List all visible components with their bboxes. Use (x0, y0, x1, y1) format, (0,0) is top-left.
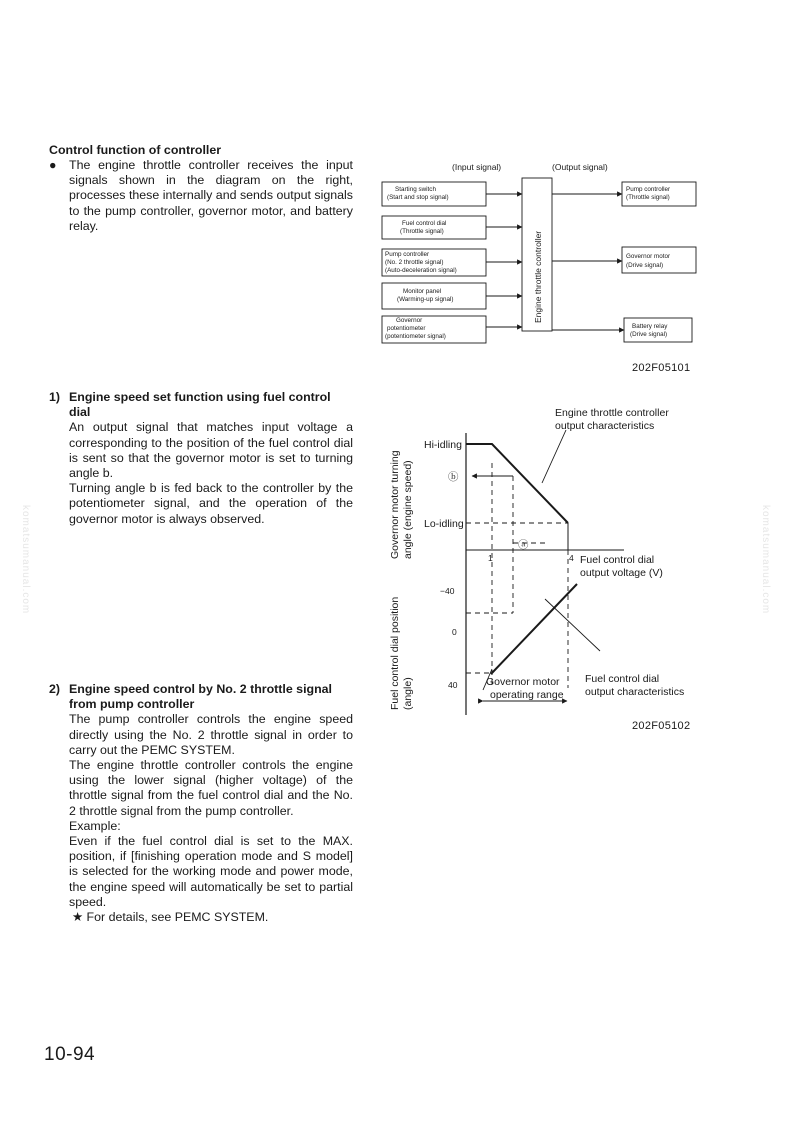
governor-range-label: Governor motor (486, 676, 560, 688)
x-axis-label: output voltage (V) (580, 567, 663, 579)
output-signal-header: (Output signal) (552, 162, 608, 172)
section-2-paragraph: Example: (69, 818, 121, 833)
mark-a: ⓐ (518, 539, 529, 551)
top-annotation: output characteristics (555, 420, 655, 432)
output-label: (Drive signal) (630, 331, 668, 338)
y-axis-label-top: angle (engine speed) (402, 460, 414, 559)
input-label: Fuel control dial (402, 220, 447, 227)
output-box-battery-relay (624, 318, 692, 342)
section-control-title: Control function of controller (49, 143, 222, 157)
section-1-number: 1) (49, 390, 61, 404)
input-label: Pump controller (385, 251, 430, 258)
x-tick-1: 1 (488, 553, 493, 563)
pointer-line-top (542, 430, 566, 483)
characteristics-diagram (380, 403, 725, 733)
figure-code-1: 202F05101 (632, 362, 691, 374)
controller-output-curve (466, 444, 568, 523)
watermark-right: komatsumanual.com (760, 505, 771, 615)
section-1 (49, 390, 353, 527)
page-number: 10-94 (44, 1044, 96, 1065)
section-1-heading (49, 390, 353, 420)
output-label: (Drive signal) (626, 262, 664, 269)
tick-40: 40 (448, 680, 458, 690)
lo-idling-label: Lo-idling (424, 518, 464, 530)
output-label: Battery relay (632, 323, 668, 330)
section-2-paragraph: The engine throttle controller controls the engine using the lower signal (higher voltage) of the throttle signal from the fuel control dial and the No. 2 throttle signal from the pump controller. (69, 758, 353, 818)
block-diagram (370, 155, 710, 383)
section-2-heading (49, 682, 353, 712)
input-label: Monitor panel (403, 288, 442, 295)
section-control-text: The engine throttle controller receives the input signals shown in the diagram on the right, processes these internally and sends output signals to the pump controller, governor motor, and battery relay. (69, 158, 353, 233)
top-annotation: Engine throttle controller (555, 407, 669, 419)
section-1-title: Engine speed set function using fuel control dial (69, 390, 331, 420)
tick-minus-40: −40 (440, 586, 455, 596)
section-2 (49, 682, 353, 925)
governor-range-label: operating range (490, 689, 564, 701)
output-box-governor-motor (622, 247, 696, 273)
section-2-note: ★ For details, see PEMC SYSTEM. (72, 910, 269, 925)
y-axis-label-bottom: (angle) (402, 677, 414, 710)
input-label: (No. 2 throttle signal) (385, 259, 444, 266)
bullet-icon: ● (49, 158, 57, 172)
section-2-paragraph: Even if the fuel control dial is set to the MAX. position, if [finishing operation mode and S model] is selected for the working mode and power mode, the engine speed will automatically be set to partial speed. (69, 834, 353, 909)
section-2-body (69, 712, 353, 925)
section-1-paragraph: Turning angle b is fed back to the controller by the potentiometer signal, and the operation of the governor motor is always observed. (69, 481, 353, 526)
output-label: (Throttle signal) (626, 194, 670, 201)
x-tick-4: 4 (569, 553, 574, 563)
pointer-line-bottom (545, 599, 600, 651)
section-2-paragraph: The pump controller controls the engine speed directly using the No. 2 throttle signal in order to carry out the PEMC SYSTEM. (69, 712, 353, 757)
input-label: (Throttle signal) (400, 228, 444, 235)
input-label: Governor (396, 317, 423, 324)
output-label: Governor motor (626, 253, 671, 260)
mark-b: ⓑ (448, 471, 459, 483)
y-axis-label-top: Governor motor turning (389, 450, 401, 559)
hi-idling-label: Hi-idling (424, 439, 462, 451)
section-2-number: 2) (49, 682, 61, 696)
dial-characteristics-label: Fuel control dial (585, 673, 660, 685)
x-axis-label: Fuel control dial (580, 554, 655, 566)
input-signal-header: (Input signal) (452, 162, 502, 172)
section-2-title: Engine speed control by No. 2 throttle signal from pump controller (69, 682, 332, 712)
section-1-paragraph: An output signal that matches input voltage a corresponding to the position of the fuel control dial is sent so that the governor motor is set to turning angle b. (69, 420, 353, 481)
input-label: potentiometer (387, 325, 426, 332)
y-axis-label-bottom: Fuel control dial position (389, 596, 401, 710)
tick-0: 0 (452, 627, 457, 637)
figure-code-2: 202F05102 (632, 720, 691, 732)
section-1-body (69, 420, 353, 526)
section-control-bullet (49, 158, 353, 234)
watermark-left: komatsumanual.com (20, 505, 31, 615)
input-label: (Warming-up signal) (397, 296, 454, 303)
controller-label: Engine throttle controller (533, 230, 543, 323)
output-label: Pump controller (626, 186, 671, 193)
dial-characteristics-label: output characteristics (585, 686, 685, 698)
input-label: (potentiometer signal) (385, 333, 446, 340)
input-label: Starting switch (395, 186, 436, 193)
input-label: (Auto-deceleration signal) (385, 267, 457, 274)
dial-output-curve (491, 584, 577, 674)
input-label: (Start and stop signal) (387, 194, 449, 201)
